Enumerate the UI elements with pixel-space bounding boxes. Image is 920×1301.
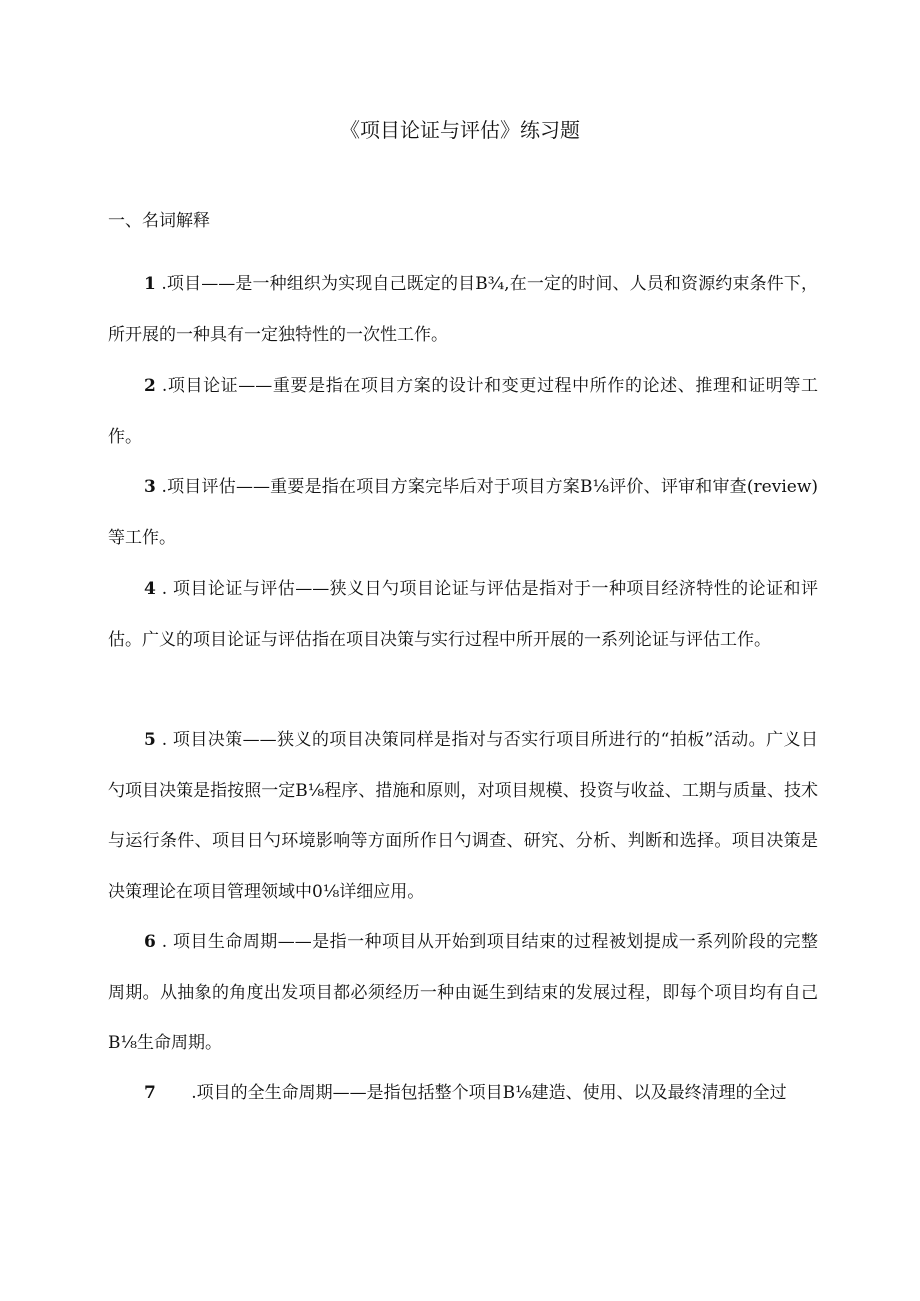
document-title: 《项目论证与评估》练习题 xyxy=(340,118,580,142)
item-number: 1 xyxy=(144,274,156,294)
definition-item xyxy=(108,917,818,1069)
item-number: 6 xyxy=(144,932,156,952)
item-text: . 项目论证与评估——狭义日勺项目论证与评估是指对于一种项目经济特性的论证和评估。广义的项目论证与评估指在项目决策与实行过程中所开展的一系列论证与评估工作。 xyxy=(108,579,819,650)
section-heading: 一、名词解释 xyxy=(108,211,210,231)
item-text: .项目——是一种组织为实现自己既定的目B¾,在一定的时间、人员和资源约束条件下，所开展的一种具有一定独特性的一次性工作。 xyxy=(108,274,819,345)
item-text: . 项目生命周期——是指一种项目从开始到项目结束的过程被划提成一系列阶段的完整周期。从抽象的角度出发项目都必须经历一种由诞生到结束的发展过程，即每个项目均有自己B⅛生命周期。 xyxy=(108,932,819,1053)
item-number: 7 xyxy=(144,1083,156,1103)
item-number: 3 xyxy=(144,477,156,497)
definition-item xyxy=(108,462,818,563)
item-text: . 项目决策——狭义的项目决策同样是指对与否实行项目所进行的“拍板”活动。广义日勺项目决策是指按照一定B⅛程序、措施和原则，对项目规模、投资与收益、工期与质量、技术与运行条件、项目日勺环境影响等方面所作日勺调查、研究、分析、判断和选择。项目决策是决策理论在项目管理领域中0⅛详细应用。 xyxy=(108,730,818,902)
definition-item xyxy=(108,259,818,360)
definition-item xyxy=(108,715,818,917)
item-text: .项目论证——重要是指在项目方案的设计和变更过程中所作的论述、推理和证明等工作。 xyxy=(108,376,819,447)
item-number: 5 xyxy=(144,730,156,750)
item-number: 4 xyxy=(144,579,156,599)
definition-item xyxy=(108,361,818,462)
item-text: .项目的全生命周期——是指包括整个项目B⅛建造、使用、以及最终清理的全过 xyxy=(191,1083,787,1103)
item-number: 2 xyxy=(144,376,156,396)
item-text: .项目评估——重要是指在项目方案完毕后对于项目方案B⅛评价、评审和审查(review)等工作。 xyxy=(108,477,818,548)
definition-item xyxy=(108,1068,818,1119)
definition-item xyxy=(108,564,818,665)
